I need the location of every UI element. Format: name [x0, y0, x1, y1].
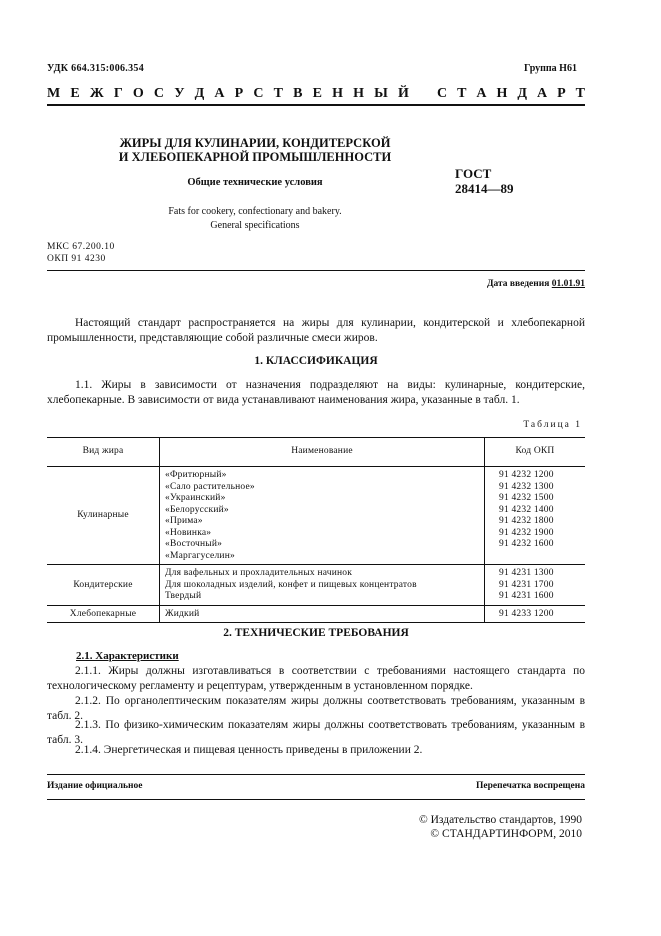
fat-name: Жидкий	[165, 608, 200, 619]
banner-word-2-letter: Н	[496, 86, 508, 101]
title-line-1: ЖИРЫ ДЛЯ КУЛИНАРИИ, КОНДИТЕРСКОЙ	[119, 136, 391, 150]
table-row	[47, 467, 585, 565]
paragraph-2-1-2: 2.1.2. По органолептическим показателям жиры должны соответствовать требованиям, указанным в табл. 2.	[47, 695, 585, 722]
fat-name: «Украинский»	[165, 493, 226, 503]
okp-code: 91 4232 1900	[499, 527, 554, 538]
copyright-line-1: © Издательство стандартов, 1990	[418, 814, 582, 826]
banner-word-2-letter: Д	[517, 86, 527, 101]
kind-cell: Кулинарные	[47, 467, 160, 565]
copyright-line-2: © СТАНДАРТИНФОРМ, 2010	[430, 828, 582, 840]
okp-code: 91 4231 1700	[499, 579, 554, 590]
fat-name: «Новинка»	[165, 527, 212, 538]
title-line-2: И ХЛЕБОПЕКАРНОЙ ПРОМЫШЛЕННОСТИ	[118, 150, 392, 164]
banner-word-1-letter: Е	[70, 86, 80, 101]
banner-word-1-letter: Ы	[374, 86, 388, 101]
section-2-heading: 2. ТЕХНИЧЕСКИЕ ТРЕБОВАНИЯ	[223, 627, 409, 639]
fat-name: «Сало растительное»	[165, 481, 255, 492]
classification-codes	[47, 241, 115, 265]
table-header-row	[47, 438, 585, 467]
codes-cell	[485, 605, 586, 623]
codes-cell	[485, 565, 586, 606]
fat-name: «Белорусский»	[165, 504, 229, 515]
okp-code	[499, 551, 585, 563]
banner-word-1	[47, 86, 409, 102]
fat-name: Твердый	[165, 591, 202, 601]
section-1-heading: 1. КЛАССИФИКАЦИЯ	[254, 355, 378, 367]
paragraph-1-1: 1.1. Жиры в зависимости от назначения подразделяют на виды: кулинарные, кондитерские, хлебопекарные. В зависимости от вида устанавливают наименования жира, указанные в табл. 1.	[47, 379, 585, 406]
codes-cell	[485, 467, 586, 565]
okp-code: 91 4232 1600	[499, 539, 554, 549]
banner-word-1-letter: А	[214, 86, 225, 101]
banner-word-1-letter: В	[293, 86, 303, 101]
fat-name: «Прима»	[165, 516, 203, 526]
banner-word-1-letter: Р	[234, 86, 244, 101]
banner-word-1-letter: О	[132, 86, 144, 101]
header-name: Наименование	[160, 438, 485, 467]
banner-word-1-letter: Ж	[89, 86, 104, 101]
table-row	[47, 565, 585, 606]
banner-word-2-letter: С	[437, 86, 448, 101]
banner-word-1-letter: Г	[113, 86, 123, 101]
interstate-standard-banner	[47, 86, 585, 102]
reprint-prohibited: Перепечатка воспрещена	[475, 781, 585, 791]
english-title-line-1: Fats for cookery, confectionary and bakery.	[168, 206, 342, 217]
banner-word-2-letter: Т	[457, 86, 467, 101]
table-caption: Таблица 1	[523, 420, 582, 430]
okp-code: 91 4231 1600	[499, 591, 554, 601]
mks-code: МКС 67.200.10	[47, 242, 115, 252]
group-code: Группа Н61	[524, 63, 577, 74]
paragraph-2-1-3: 2.1.3. По физико-химическим показателям жиры должны соответствовать требованиям, указанным в табл. 3.	[47, 719, 585, 746]
kind-cell: Хлебопекарные	[47, 605, 160, 623]
okp-code: 91 4231 1300	[499, 568, 554, 578]
footer-bottom-divider	[47, 799, 585, 800]
banner-word-2	[437, 86, 585, 102]
banner-word-1-letter: У	[174, 86, 185, 101]
banner-word-2-letter: Р	[557, 86, 566, 101]
gost-label: ГОСТ	[455, 166, 492, 181]
header-divider	[47, 104, 585, 106]
fat-name: «Восточный»	[165, 539, 223, 549]
kind-cell: Кондитерские	[47, 565, 160, 606]
classification-table	[47, 437, 585, 623]
okp-code: 91 4232 1500	[499, 493, 554, 503]
banner-word-1-letter: Н	[332, 86, 343, 101]
okp-code: 91 4232 1200	[499, 470, 554, 480]
paragraph-2-1-4: 2.1.4. Энергетическая и пищевая ценность приведены в приложении 2.	[75, 744, 423, 756]
okp-code: ОКП 91 4230	[47, 254, 106, 264]
date-label: Дата введения	[486, 279, 550, 289]
table-row	[47, 605, 585, 623]
okp-code: 91 4232 1300	[499, 481, 554, 492]
gost-number: 28414—89	[455, 181, 514, 196]
banner-word-1-letter: Т	[273, 86, 283, 101]
banner-word-1-letter: Н	[353, 86, 364, 101]
header-kind: Вид жира	[47, 438, 160, 467]
codes-divider	[47, 270, 585, 271]
introduction-date	[380, 279, 585, 289]
banner-word-1-letter: С	[253, 86, 264, 101]
names-cell	[160, 605, 485, 623]
english-title	[100, 205, 410, 233]
footer-divider	[47, 774, 585, 775]
banner-word-1-letter: Д	[194, 86, 205, 101]
banner-word-1-letter: С	[153, 86, 165, 101]
header-code: Код ОКП	[485, 438, 586, 467]
banner-word-2-letter: А	[536, 86, 548, 101]
okp-code: 91 4232 1800	[499, 516, 554, 526]
fat-name: «Маргагуселин»	[165, 550, 235, 561]
fat-name: Для вафельных и прохладительных начинок	[165, 568, 353, 578]
fat-name: Для шоколадных изделий, конфет и пищевых концентратов	[165, 579, 417, 590]
fat-name: «Фритюрный»	[165, 470, 227, 480]
banner-word-1-letter: Й	[398, 86, 409, 101]
names-cell	[160, 565, 485, 606]
banner-word-1-letter: М	[47, 86, 61, 101]
banner-word-2-letter: А	[476, 86, 487, 101]
official-edition: Издание официальное	[47, 781, 143, 791]
date-value: 01.01.91	[551, 279, 585, 289]
okp-code: 91 4232 1400	[499, 504, 554, 515]
document-subtitle: Общие технические условия	[187, 177, 323, 188]
banner-word-2-letter: Т	[575, 86, 585, 101]
names-cell	[160, 467, 485, 565]
english-title-line-2: General specifications	[210, 220, 300, 231]
paragraph-2-1-1: 2.1.1. Жиры должны изготавливаться в соответствии с требованиями настоящего стандарта по технологическому регламенту и рецептурам, утвержденным в установленном порядке.	[47, 665, 585, 692]
document-title	[100, 136, 410, 164]
gost-designation	[455, 166, 514, 196]
subsection-2-1-heading: 2.1. Характеристики	[76, 650, 179, 662]
okp-code: 91 4233 1200	[499, 608, 554, 619]
banner-word-1-letter: Е	[312, 86, 322, 101]
intro-paragraph: Настоящий стандарт распространяется на жиры для кулинарии, кондитерской и хлебопекарной промышленности, представляющие собой различные смеси жиров.	[47, 317, 585, 344]
udk-code: УДК 664.315:006.354	[47, 63, 144, 74]
copyright	[330, 813, 582, 841]
